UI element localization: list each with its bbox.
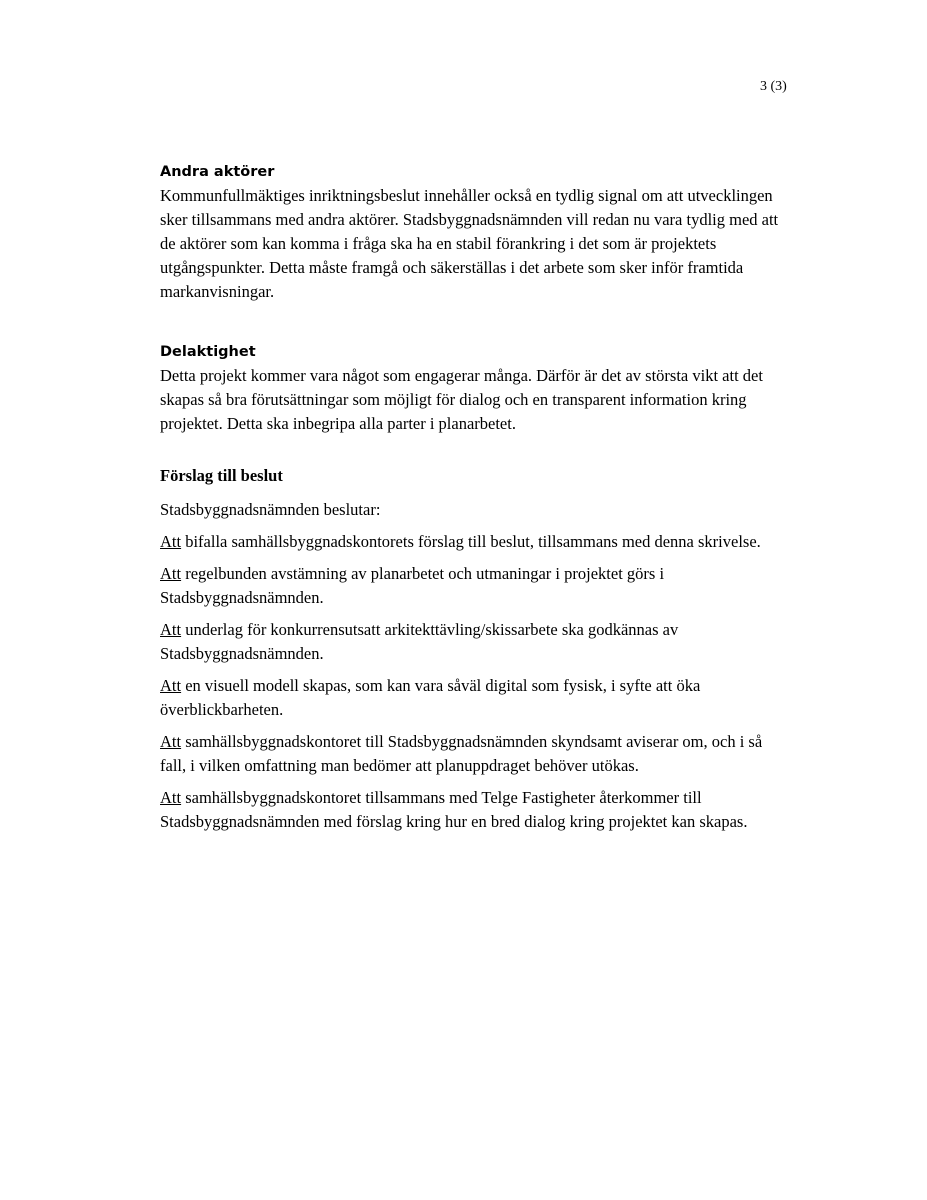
decision-item-text: underlag för konkurrensutsatt arkitekttävling/skissarbete ska godkännas av Stadsbyggnadsnämnden.	[160, 620, 679, 663]
att-label: Att	[160, 732, 182, 751]
att-label: Att	[160, 788, 182, 807]
decision-item-text: en visuell modell skapas, som kan vara såväl digital som fysisk, i syfte att öka överblickbarheten.	[160, 676, 701, 719]
section-heading: Delaktighet	[160, 344, 256, 360]
section-paragraph: Detta projekt kommer vara något som engagerar många. Därför är det av största vikt att det skapas så bra förutsättningar som möjligt för dialog och en transparent information kring projektet. Detta ska inbegripa alla parter i planarbetet.	[160, 366, 763, 433]
decision-item-text: samhällsbyggnadskontoret till Stadsbyggnadsnämnden skyndsamt aviserar om, och i så fall, i vilken omfattning man bedömer att planuppdraget behöver utökas.	[160, 732, 763, 775]
section-paragraph: Kommunfullmäktiges inriktningsbeslut innehåller också en tydlig signal om att utvecklingen sker tillsammans med andra aktörer. Stadsbyggnadsnämnden vill redan nu vara tydlig med att de aktörer som kan komma i fråga ska ha en stabil förankring i det som är projektets utgångspunkter. Detta måste framgå och säkerställas i det arbete som sker inför framtida markanvisningar.	[160, 186, 779, 301]
decision-item	[160, 674, 790, 722]
page-number: 3 (3)	[760, 79, 787, 94]
decision-item	[160, 786, 790, 834]
decision-item-text: regelbunden avstämning av planarbetet och utmaningar i projektet görs i Stadsbyggnadsnämnden.	[160, 564, 665, 607]
att-label: Att	[160, 564, 182, 583]
decision-item	[160, 618, 790, 666]
decision-item	[160, 562, 790, 610]
section-andra-aktorer	[160, 160, 790, 304]
att-label: Att	[160, 676, 182, 695]
section-heading: Andra aktörer	[160, 164, 275, 180]
att-label: Att	[160, 532, 182, 551]
decision-intro: Stadsbyggnadsnämnden beslutar:	[160, 500, 381, 519]
section-forslag-till-beslut	[160, 464, 790, 834]
decision-item	[160, 730, 790, 778]
decision-item-text: samhällsbyggnadskontoret tillsammans med Telge Fastigheter återkommer till Stadsbyggnadsnämnden med förslag kring hur en bred dialog kring projektet kan skapas.	[160, 788, 748, 831]
section-delaktighet	[160, 340, 790, 436]
att-label: Att	[160, 620, 182, 639]
decision-item	[160, 530, 790, 554]
decision-item-text: bifalla samhällsbyggnadskontorets förslag till beslut, tillsammans med denna skrivelse.	[181, 532, 761, 551]
section-heading: Förslag till beslut	[160, 466, 283, 485]
